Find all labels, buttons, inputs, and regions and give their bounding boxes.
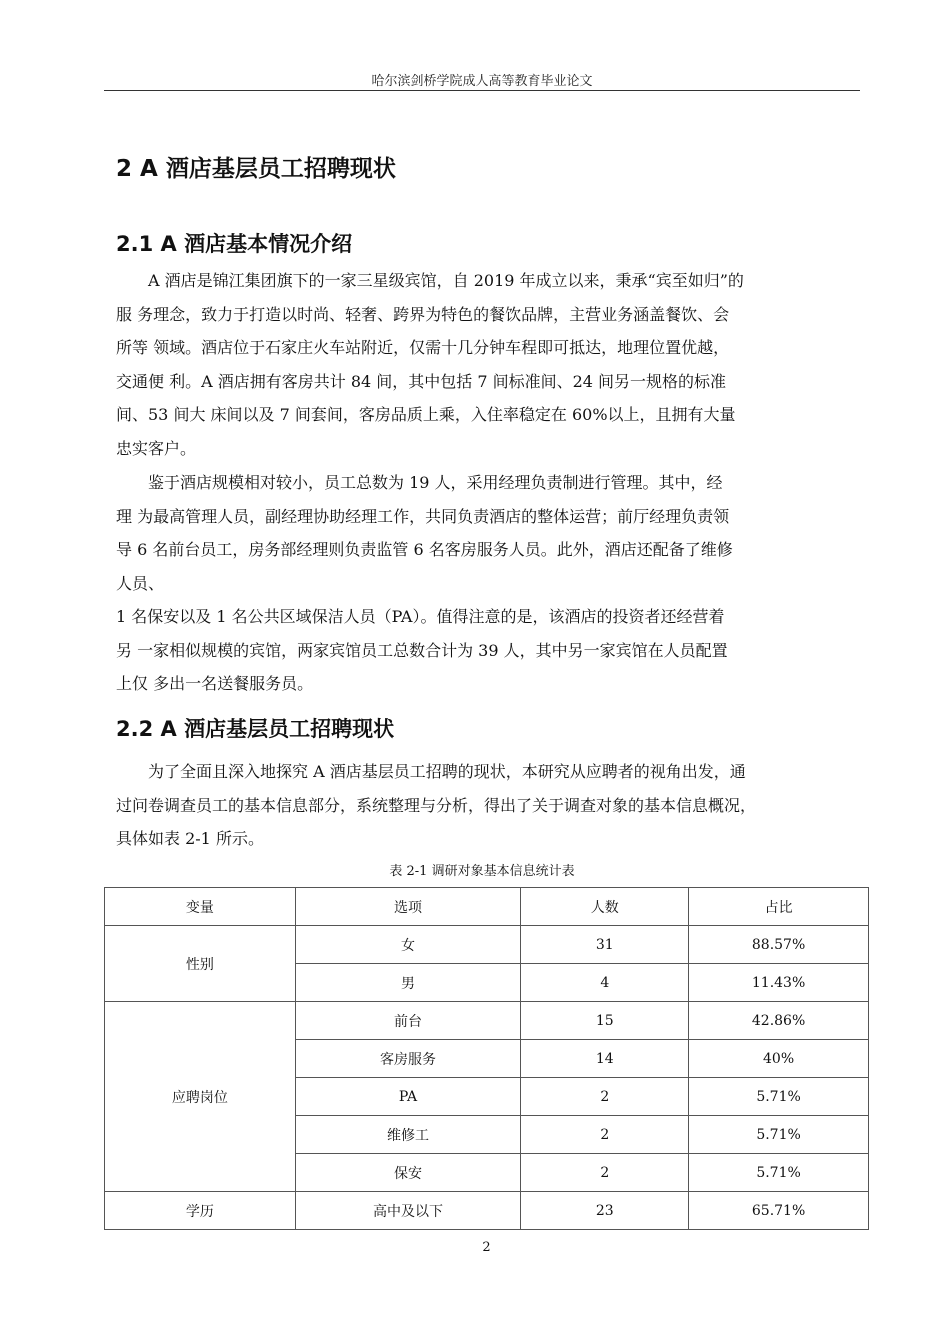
- text-line: 服 务理念，致力于打造以时尚、轻奢、跨界为特色的餐饮品牌，主营业务涵盖餐饮、会: [116, 304, 730, 324]
- paragraph-hotel-intro: [116, 264, 860, 465]
- text-line: 理 为最高管理人员，副经理协助经理工作，共同负责酒店的整体运营；前厅经理负责领: [116, 506, 730, 526]
- count-cell: 15: [521, 1002, 689, 1040]
- table-row: [105, 1192, 869, 1230]
- ratio-cell: 65.71%: [689, 1192, 869, 1230]
- text-line: 所等 领域。酒店位于石家庄火车站附近，仅需十几分钟车程即可抵达，地理位置优越，: [116, 338, 730, 357]
- variable-cell-position: 应聘岗位: [105, 1002, 296, 1192]
- text-line: 上仅 多出一名送餐服务员。: [116, 674, 314, 693]
- option-cell: 客房服务: [295, 1040, 521, 1078]
- table-header-row: [105, 888, 869, 926]
- text-line: 人员、: [116, 573, 165, 593]
- option-cell: 前台: [295, 1002, 521, 1040]
- ratio-cell: 42.86%: [689, 1002, 869, 1040]
- text-line: 忠实客户。: [116, 438, 197, 458]
- text-line: 导 6 名前台员工，房务部经理则负责监管 6 名客房服务人员。此外，酒店还配备了维修: [116, 540, 733, 559]
- count-cell: 4: [521, 964, 689, 1002]
- count-cell: 23: [521, 1192, 689, 1230]
- ratio-cell: 5.71%: [689, 1078, 869, 1116]
- header-cell-option: 选项: [295, 888, 521, 926]
- text-line: 过问卷调查员工的基本信息部分，系统整理与分析，得出了关于调查对象的基本信息概况，: [116, 795, 757, 815]
- header-cell-count: 人数: [521, 888, 689, 926]
- ratio-cell: 5.71%: [689, 1154, 869, 1192]
- option-cell: 维修工: [295, 1116, 521, 1154]
- count-cell: 2: [521, 1154, 689, 1192]
- option-cell: 女: [295, 926, 521, 964]
- count-cell: 2: [521, 1078, 689, 1116]
- text-line: 具体如表 2-1 所示。: [116, 829, 264, 848]
- paragraph-recruitment: [116, 755, 860, 856]
- ratio-cell: 11.43%: [689, 964, 869, 1002]
- text-line: 交通便 利。A 酒店拥有客房共计 84 间，其中包括 7 间标准间、24 间另一规格的标准: [116, 371, 727, 391]
- option-cell: 保安: [295, 1154, 521, 1192]
- running-header: 哈尔滨剑桥学院成人高等教育毕业论文: [371, 74, 593, 89]
- table-caption: 表 2-1 调研对象基本信息统计表: [389, 864, 575, 879]
- ratio-cell: 88.57%: [689, 926, 869, 964]
- header-cell-variable: 变量: [105, 888, 296, 926]
- variable-cell-education: 学历: [105, 1192, 296, 1230]
- text-line: 间、53 间大 床间以及 7 间套间，客房品质上乘，入住率稳定在 60%以上，且拥有大量: [116, 405, 736, 424]
- table-row: [105, 1002, 869, 1040]
- count-cell: 31: [521, 926, 689, 964]
- text-line: A 酒店是锦江集团旗下的一家三星级宾馆，自 2019 年成立以来，秉承“宾至如归”的: [116, 271, 744, 290]
- ratio-cell: 5.71%: [689, 1116, 869, 1154]
- count-cell: 14: [521, 1040, 689, 1078]
- option-cell: PA: [295, 1078, 521, 1116]
- count-cell: 2: [521, 1116, 689, 1154]
- ratio-cell: 40%: [689, 1040, 869, 1078]
- option-cell: 男: [295, 964, 521, 1002]
- variable-cell-gender: 性别: [105, 926, 296, 1002]
- header-cell-ratio: 占比: [689, 888, 869, 926]
- survey-stats-table: [104, 887, 869, 1230]
- chapter-title: 2 A 酒店基层员工招聘现状: [116, 156, 396, 182]
- section-title-2-2: 2.2 A 酒店基层员工招聘现状: [116, 717, 395, 741]
- text-line: 另 一家相似规模的宾馆，两家宾馆员工总数合计为 39 人，其中另一家宾馆在人员配置: [116, 640, 728, 660]
- table-row: [105, 926, 869, 964]
- option-cell: 高中及以下: [295, 1192, 521, 1230]
- text-line: 为了全面且深入地探究 A 酒店基层员工招聘的现状，本研究从应聘者的视角出发，通: [116, 762, 746, 781]
- section-title-2-1: 2.1 A 酒店基本情况介绍: [116, 232, 353, 256]
- text-line: 1 名保安以及 1 名公共区域保洁人员（PA）。值得注意的是，该酒店的投资者还经营着: [116, 607, 725, 626]
- page-number: 2: [482, 1240, 491, 1255]
- header-rule: [104, 90, 860, 91]
- paragraph-staffing: [116, 466, 860, 701]
- text-line: 鉴于酒店规模相对较小，员工总数为 19 人，采用经理负责制进行管理。其中，经: [116, 473, 723, 492]
